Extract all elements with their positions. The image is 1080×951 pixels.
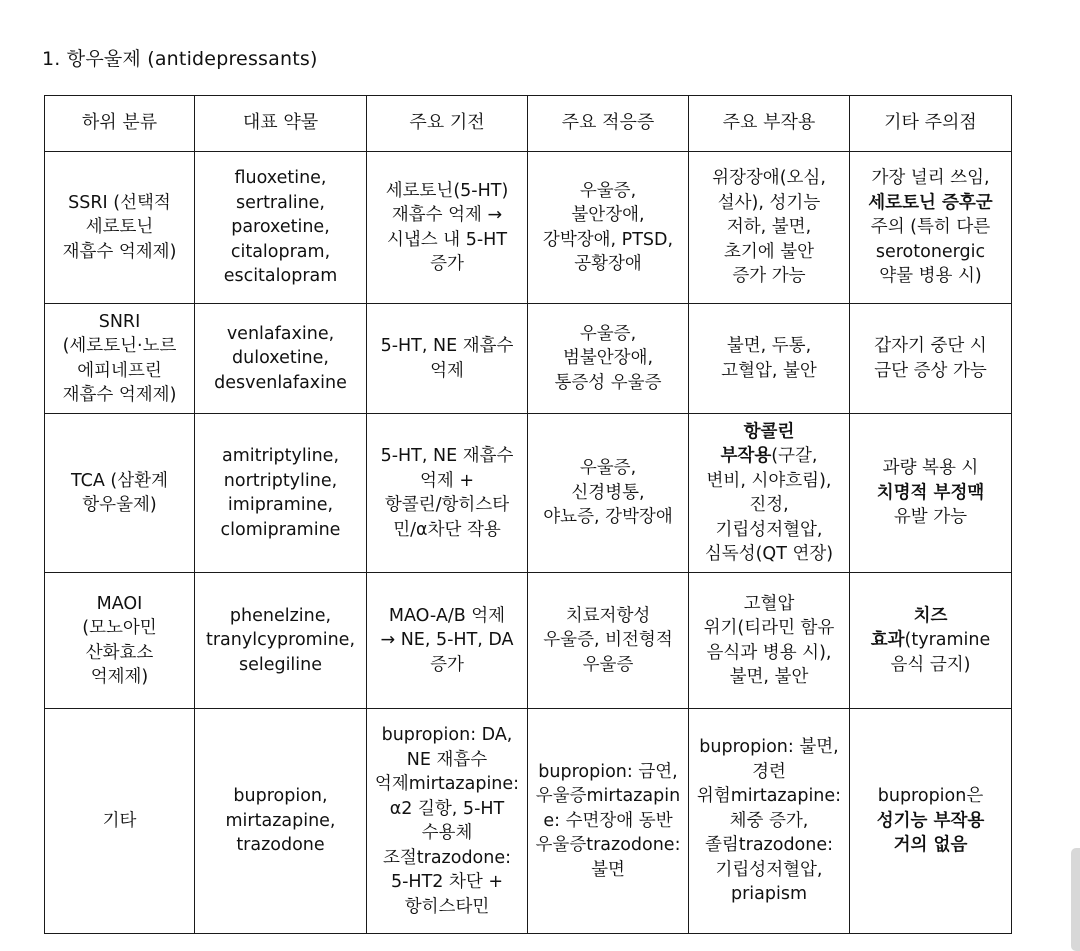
drugs-cell: phenelzine, tranylcypromine, selegiline bbox=[195, 573, 367, 709]
notes-cell: bupropion은 성기능 부작용 거의 없음 bbox=[850, 709, 1012, 934]
indications-cell: 치료저항성 우울증, 비전형적 우울증 bbox=[528, 573, 689, 709]
category-cell: MAOI (모노아민 산화효소 억제제) bbox=[45, 573, 195, 709]
indications-cell: 우울증, 범불안장애, 통증성 우울증 bbox=[528, 304, 689, 414]
side-effects-cell: 위장장애(오심, 설사), 성기능 저하, 불면, 초기에 불안 증가 가능 bbox=[689, 152, 850, 304]
side-effects-cell: bupropion: 불면, 경련 위험mirtazapine: 체중 증가, 졸림trazodone: 기립성저혈압, priapism bbox=[689, 709, 850, 934]
side-effects-cell: 불면, 두통, 고혈압, 불안 bbox=[689, 304, 850, 414]
category-cell: SNRI (세로토닌·노르 에피네프린 재흡수 억제제) bbox=[45, 304, 195, 414]
indications-cell: bupropion: 금연, 우울증mirtazapin e: 수면장애 동반 우울증trazodone: 불면 bbox=[528, 709, 689, 934]
header-subclass: 하위 분류 bbox=[45, 96, 195, 152]
table-row bbox=[45, 152, 1012, 304]
drugs-cell: venlafaxine, duloxetine, desvenlafaxine bbox=[195, 304, 367, 414]
category-cell: SSRI (선택적 세로토닌 재흡수 억제제) bbox=[45, 152, 195, 304]
header-indications: 주요 적응증 bbox=[528, 96, 689, 152]
table-row bbox=[45, 304, 1012, 414]
mechanism-cell: bupropion: DA, NE 재흡수 억제mirtazapine: α2 길항, 5-HT 수용체 조절trazodone: 5-HT2 차단 + 항히스타민 bbox=[367, 709, 528, 934]
scrollbar-thumb[interactable] bbox=[1071, 848, 1080, 951]
mechanism-cell: MAO-A/B 억제 → NE, 5-HT, DA 증가 bbox=[367, 573, 528, 709]
table-row bbox=[45, 414, 1012, 573]
category-cell: TCA (삼환계 항우울제) bbox=[45, 414, 195, 573]
notes-cell: 갑자기 중단 시 금단 증상 가능 bbox=[850, 304, 1012, 414]
mechanism-cell: 5-HT, NE 재흡수 억제 + 항콜린/항히스타 민/α차단 작용 bbox=[367, 414, 528, 573]
indications-cell: 우울증, 신경병통, 야뇨증, 강박장애 bbox=[528, 414, 689, 573]
header-mechanism: 주요 기전 bbox=[367, 96, 528, 152]
header-notes: 기타 주의점 bbox=[850, 96, 1012, 152]
drugs-cell: amitriptyline, nortriptyline, imipramine, clomipramine bbox=[195, 414, 367, 573]
table-header-row bbox=[45, 96, 1012, 152]
table-row bbox=[45, 573, 1012, 709]
category-cell: 기타 bbox=[45, 709, 195, 934]
notes-cell: 치즈 효과(tyramine 음식 금지) bbox=[850, 573, 1012, 709]
notes-cell: 과량 복용 시 치명적 부정맥 유발 가능 bbox=[850, 414, 1012, 573]
antidepressant-table bbox=[44, 95, 1012, 934]
drugs-cell: fluoxetine, sertraline, paroxetine, citalopram, escitalopram bbox=[195, 152, 367, 304]
side-effects-cell: 항콜린 부작용(구갈, 변비, 시야흐림), 진정, 기립성저혈압, 심독성(QT 연장) bbox=[689, 414, 850, 573]
drugs-cell: bupropion, mirtazapine, trazodone bbox=[195, 709, 367, 934]
header-side-effects: 주요 부작용 bbox=[689, 96, 850, 152]
indications-cell: 우울증, 불안장애, 강박장애, PTSD, 공황장애 bbox=[528, 152, 689, 304]
side-effects-cell: 고혈압 위기(티라민 함유 음식과 병용 시), 불면, 불안 bbox=[689, 573, 850, 709]
header-drugs: 대표 약물 bbox=[195, 96, 367, 152]
section-heading: 1. 항우울제 (antidepressants) bbox=[42, 48, 318, 70]
notes-cell: 가장 널리 쓰임, 세로토닌 증후군 주의 (특히 다른 serotonergic 약물 병용 시) bbox=[850, 152, 1012, 304]
mechanism-cell: 5-HT, NE 재흡수 억제 bbox=[367, 304, 528, 414]
mechanism-cell: 세로토닌(5-HT) 재흡수 억제 → 시냅스 내 5-HT 증가 bbox=[367, 152, 528, 304]
table-row bbox=[45, 709, 1012, 934]
